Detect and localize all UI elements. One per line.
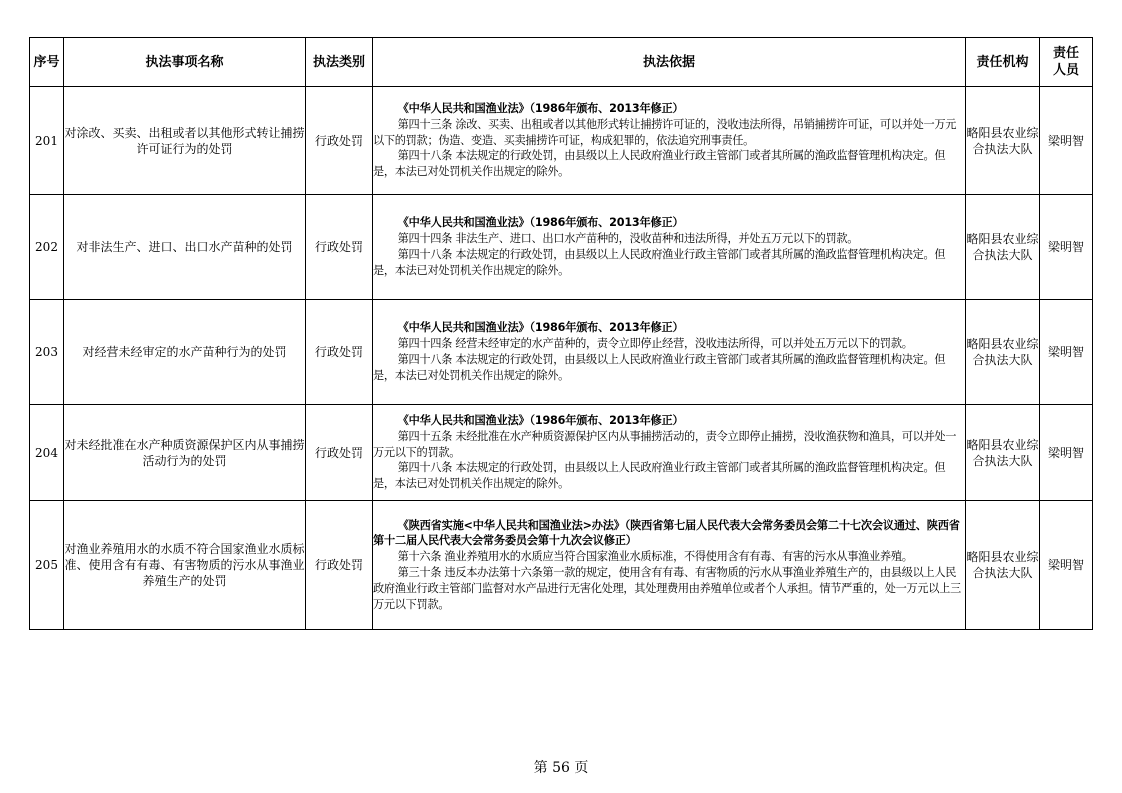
enforcement-table: [29, 37, 1093, 630]
law-title: 《中华人民共和国渔业法》（1986年颁布、2013年修正）: [397, 102, 684, 115]
table-row: [30, 195, 1093, 300]
cell-no: 203: [30, 300, 64, 405]
cell-type: 行政处罚: [306, 195, 373, 300]
table-row: [30, 405, 1093, 501]
law-article: 第四十八条 本法规定的行政处罚，由县级以上人民政府渔业行政主管部门或者其所属的渔政监督管理机构决定。但是，本法已对处罚机关作出规定的除外。: [373, 353, 946, 382]
header-no: 序号: [30, 38, 64, 87]
law-article: 第十六条 渔业养殖用水的水质应当符合国家渔业水质标准，不得使用含有有毒、有害的污水从事渔业养殖。: [397, 550, 913, 564]
header-type: 执法类别: [306, 38, 373, 87]
law-article: 第四十三条 涂改、买卖、出租或者以其他形式转让捕捞许可证的，没收违法所得，吊销捕捞许可证，可以并处一万元以下的罚款；伪造、变造、买卖捕捞许可证，构成犯罪的，依法追究刑事责任。: [373, 117, 957, 147]
cell-agency: 略阳县农业综合执法大队: [966, 87, 1040, 195]
cell-basis: [373, 501, 966, 630]
cell-type: 行政处罚: [306, 501, 373, 630]
cell-name: 对涂改、买卖、出租或者以其他形式转让捕捞许可证行为的处罚: [64, 87, 306, 195]
table-row: [30, 87, 1093, 195]
cell-basis: [373, 195, 966, 300]
cell-no: 201: [30, 87, 64, 195]
law-title: 《中华人民共和国渔业法》（1986年颁布、2013年修正）: [397, 414, 684, 427]
law-article: 第四十五条 未经批准在水产种质资源保护区内从事捕捞活动的，责令立即停止捕捞，没收渔获物和渔具，可以并处一万元以下的罚款。: [373, 429, 957, 459]
table-row: [30, 300, 1093, 405]
cell-person: 梁明智: [1040, 300, 1093, 405]
cell-basis: [373, 300, 966, 405]
cell-name: 对渔业养殖用水的水质不符合国家渔业水质标准、使用含有有毒、有害物质的污水从事渔业养殖生产的处罚: [64, 501, 306, 630]
law-article: 第四十八条 本法规定的行政处罚，由县级以上人民政府渔业行政主管部门或者其所属的渔政监督管理机构决定。但是，本法已对处罚机关作出规定的除外。: [373, 461, 946, 491]
cell-person: 梁明智: [1040, 501, 1093, 630]
cell-person: 梁明智: [1040, 195, 1093, 300]
cell-agency: 略阳县农业综合执法大队: [966, 405, 1040, 501]
cell-no: 205: [30, 501, 64, 630]
law-title: 《陕西省实施<中华人民共和国渔业法>办法》（陕西省第七届人民代表大会常务委员会第二十七次会议通过、陕西省第十二届人民代表大会常务委员会第十九次会议修正）: [373, 518, 960, 548]
cell-type: 行政处罚: [306, 405, 373, 501]
cell-person: 梁明智: [1040, 87, 1093, 195]
cell-basis: [373, 405, 966, 501]
law-title: 《中华人民共和国渔业法》（1986年颁布、2013年修正）: [397, 216, 684, 230]
header-person: 责任人员: [1040, 38, 1093, 87]
header-name: 执法事项名称: [64, 38, 306, 87]
cell-type: 行政处罚: [306, 87, 373, 195]
page-number: 第 56 页: [533, 760, 589, 776]
table-row: [30, 501, 1093, 630]
cell-name: 对经营未经审定的水产苗种行为的处罚: [64, 300, 306, 405]
cell-agency: 略阳县农业综合执法大队: [966, 195, 1040, 300]
cell-no: 204: [30, 405, 64, 501]
table-header-row: [30, 38, 1093, 87]
law-article: 第四十四条 经营未经审定的水产苗种的，责令立即停止经营，没收违法所得，可以并处五万元以下的罚款。: [397, 337, 913, 351]
cell-name: 对未经批准在水产种质资源保护区内从事捕捞活动行为的处罚: [64, 405, 306, 501]
law-article: 第四十八条 本法规定的行政处罚，由县级以上人民政府渔业行政主管部门或者其所属的渔政监督管理机构决定。但是，本法已对处罚机关作出规定的除外。: [373, 149, 946, 179]
law-article: 第四十四条 非法生产、进口、出口水产苗种的，没收苗种和违法所得，并处五万元以下的罚款。: [397, 232, 859, 246]
law-article: 第四十八条 本法规定的行政处罚，由县级以上人民政府渔业行政主管部门或者其所属的渔政监督管理机构决定。但是，本法已对处罚机关作出规定的除外。: [373, 248, 946, 277]
cell-name: 对非法生产、进口、出口水产苗种的处罚: [64, 195, 306, 300]
law-article: 第三十条 违反本办法第十六条第一款的规定，使用含有有毒、有害物质的污水从事渔业养殖生产的，由县级以上人民政府渔业行政主管部门监督对水产品进行无害化处理，其处理费用由养殖单位或者个人承担。情节严重的，处一万元以上三万元以下罚款。: [373, 566, 961, 611]
cell-type: 行政处罚: [306, 300, 373, 405]
header-basis: 执法依据: [373, 38, 966, 87]
cell-person: 梁明智: [1040, 405, 1093, 501]
cell-no: 202: [30, 195, 64, 300]
cell-agency: 略阳县农业综合执法大队: [966, 300, 1040, 405]
cell-basis: [373, 87, 966, 195]
cell-agency: 略阳县农业综合执法大队: [966, 501, 1040, 630]
law-title: 《中华人民共和国渔业法》（1986年颁布、2013年修正）: [397, 321, 684, 335]
header-agency: 责任机构: [966, 38, 1040, 87]
